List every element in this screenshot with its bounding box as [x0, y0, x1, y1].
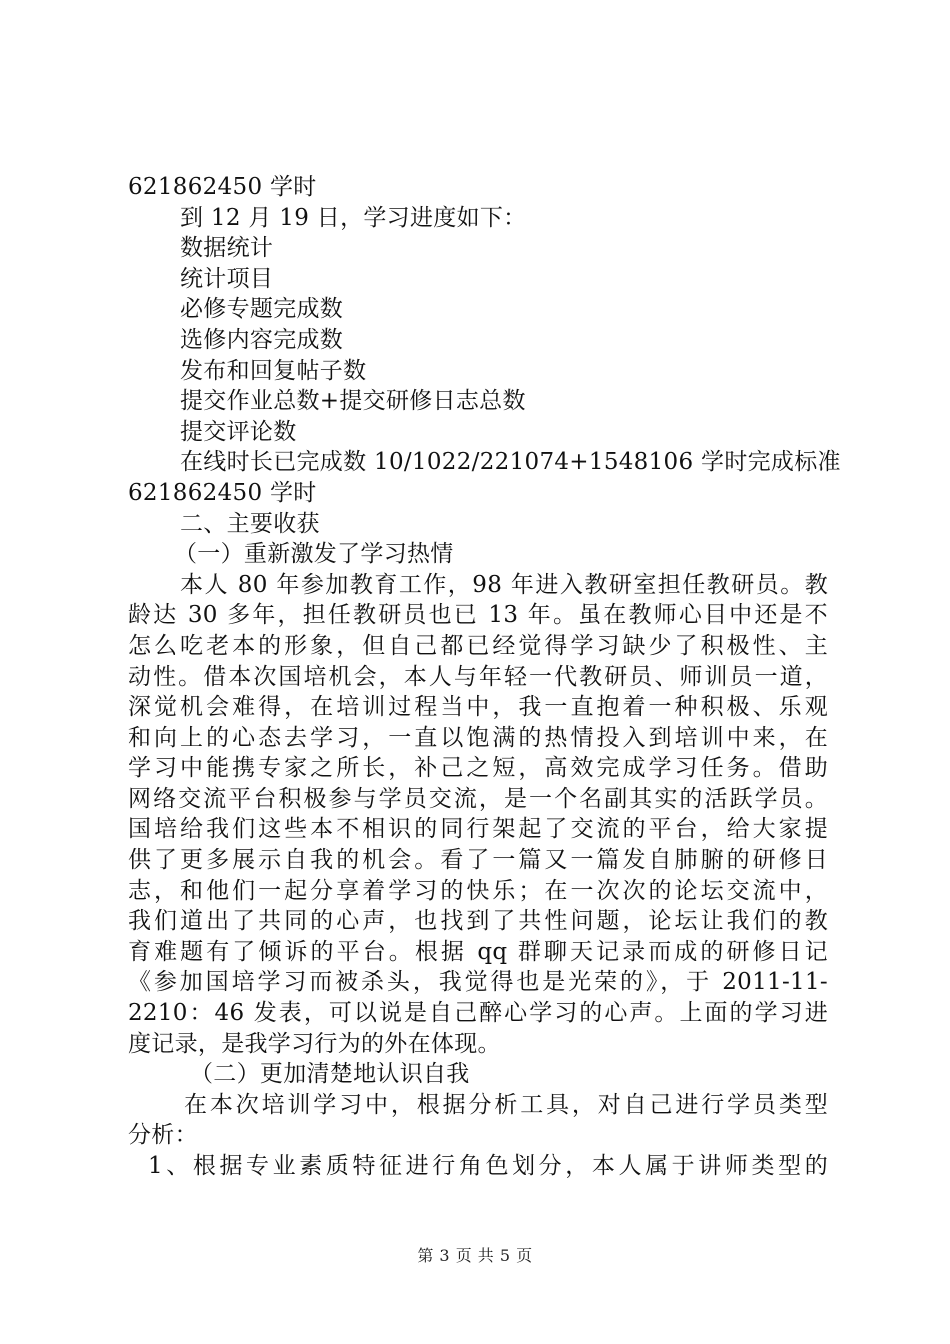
- text-line: 在线时长已完成数 10/1022/221074+1548106 学时完成标准: [180, 449, 841, 476]
- text-line: 在本次培训学习中，根据分析工具，对自己进行学员类型: [184, 1091, 828, 1118]
- text-line: 学习中能携专家之所长，补己之短，高效完成学习任务。借助: [128, 755, 828, 782]
- text-line: 供了更多展示自我的机会。看了一篇又一篇发自肺腑的研修日: [128, 847, 828, 874]
- text-line: 二、主要收获: [180, 510, 320, 537]
- text-line: 志，和他们一起分享着学习的快乐；在一次次的论坛交流中，: [128, 877, 828, 904]
- text-line: 国培给我们这些本不相识的同行架起了交流的平台，给大家提: [128, 816, 828, 843]
- document-body: [128, 172, 841, 1182]
- text-line: 育难题有了倾诉的平台。根据 qq 群聊天记录而成的研修日记: [128, 938, 828, 965]
- text-line: 发布和回复帖子数: [180, 357, 367, 384]
- text-line: 1、根据专业素质特征进行角色划分，本人属于讲师类型的: [148, 1153, 828, 1179]
- text-line: 动性。借本次国培机会，本人与年轻一代教研员、师训员一道，: [128, 663, 828, 690]
- text-line: 龄达 30 多年，担任教研员也已 13 年。虽在教师心目中还是不: [128, 602, 828, 629]
- text-line: （二）更加清楚地认识自我: [190, 1061, 470, 1088]
- text-line: 必修专题完成数: [180, 296, 344, 323]
- text-line: 到 12 月 19 日，学习进度如下：: [180, 204, 527, 231]
- text-line: 《参加国培学习而被杀头，我觉得也是光荣的》，于 2011-11-: [128, 969, 828, 996]
- text-line: 深觉机会难得，在培训过程当中，我一直抱着一种积极、乐观: [128, 694, 828, 721]
- page-footer: 第 3 页 共 5 页: [417, 1246, 533, 1265]
- text-line: 数据统计: [180, 235, 274, 262]
- text-line: （一）重新激发了学习热情: [174, 541, 454, 568]
- text-line: 分析：: [128, 1122, 198, 1149]
- text-line: 我们道出了共同的心声，也找到了共性问题，论坛让我们的教: [128, 908, 828, 935]
- text-line: 本人 80 年参加教育工作，98 年进入教研室担任教研员。教: [180, 571, 828, 598]
- text-line: 统计项目: [180, 265, 274, 292]
- text-line: 和向上的心态去学习，一直以饱满的热情投入到培训中来，在: [128, 724, 828, 751]
- text-line: 提交评论数: [180, 418, 297, 445]
- text-line: 提交作业总数+提交研修日志总数: [180, 388, 526, 415]
- text-line: 621862450 学时: [128, 479, 317, 506]
- text-line: 2210：46 发表，可以说是自己醉心学习的心声。上面的学习进: [128, 1000, 828, 1027]
- text-line: 网络交流平台积极参与学员交流，是一个名副其实的活跃学员。: [128, 785, 828, 812]
- text-line: 怎么吃老本的形象，但自己都已经觉得学习缺少了积极性、主: [128, 632, 828, 659]
- text-line: 选修内容完成数: [180, 326, 344, 353]
- text-line: 度记录，是我学习行为的外在体现。: [128, 1030, 501, 1057]
- text-line: 621862450 学时: [128, 174, 317, 200]
